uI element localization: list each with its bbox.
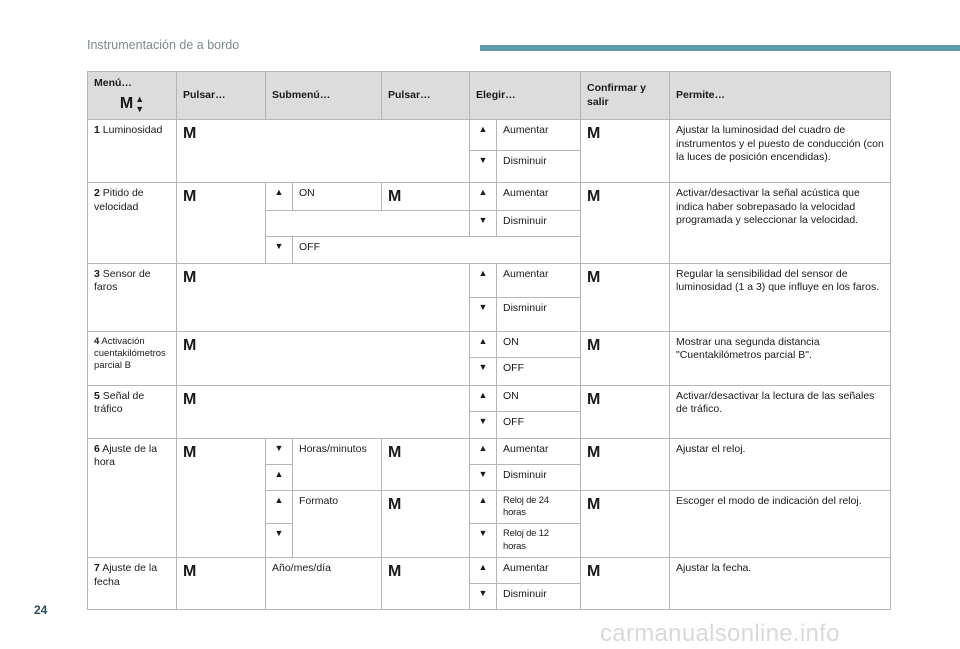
menu-name: Ajuste de la hora xyxy=(94,442,158,469)
m-key-icon: M xyxy=(388,443,402,461)
press-cell xyxy=(177,558,266,610)
menu-name-cell xyxy=(88,438,177,557)
menu-name: Pitido de velocidad xyxy=(94,187,144,213)
m-key-icon: M xyxy=(587,188,601,205)
press-cell xyxy=(177,438,266,557)
option-label: ON xyxy=(497,385,581,411)
menu-name-cell xyxy=(88,331,177,385)
m-key-icon: M xyxy=(587,336,601,354)
header-choose: Elegir… xyxy=(470,72,581,120)
m-key-icon: M xyxy=(388,188,402,205)
option-label: Disminuir xyxy=(497,297,581,331)
description: Mostrar una segunda distancia "Cuentakilómetros parcial B". xyxy=(670,331,891,385)
page-number: 24 xyxy=(34,603,48,617)
table-row xyxy=(88,385,891,411)
description: Activar/desactivar la señal acústica que indica haber sobrepasado la velocidad programada y seleccionar la velocidad. xyxy=(670,183,891,264)
description: Activar/desactivar la lectura de las señales de tráfico. xyxy=(670,385,891,438)
down-arrow-icon: ▼ xyxy=(470,151,497,183)
settings-menu-table xyxy=(87,71,891,610)
table-header-row xyxy=(88,72,891,120)
description: Ajustar el reloj. xyxy=(670,438,891,490)
option-label: Disminuir xyxy=(497,210,581,236)
option-label: OFF xyxy=(497,411,581,438)
header-menu xyxy=(88,72,177,120)
header-allows: Permite… xyxy=(670,72,891,120)
down-arrow-icon: ▼ xyxy=(266,236,293,263)
header-press: Pulsar… xyxy=(177,72,266,120)
m-key-icon: M xyxy=(587,268,601,286)
menu-name: Señal de tráfico xyxy=(94,389,145,416)
submenu-label: OFF xyxy=(293,236,581,263)
description: Regular la sensibilidad del sensor de luminosidad (1 a 3) que influye en los faros. xyxy=(670,263,891,331)
up-arrow-icon: ▲ xyxy=(470,438,497,464)
m-key-icon: M xyxy=(183,390,197,408)
m-key-icon: M xyxy=(587,495,601,513)
m-key-icon: M xyxy=(388,563,402,581)
submenu-label: Año/mes/día xyxy=(266,558,382,610)
confirm-cell xyxy=(581,490,670,557)
option-label: Aumentar xyxy=(497,120,581,151)
down-arrow-icon: ▼ xyxy=(470,524,497,558)
description: Ajustar la fecha. xyxy=(670,558,891,610)
up-arrow-icon: ▲ xyxy=(135,93,145,104)
submenu-label: Horas/minutos xyxy=(293,438,382,490)
press-cell xyxy=(177,331,470,385)
up-arrow-icon: ▲ xyxy=(470,331,497,357)
menu-name-cell xyxy=(88,558,177,610)
m-key-icon: M xyxy=(388,495,402,513)
up-arrow-icon: ▲ xyxy=(470,183,497,211)
menu-name-cell xyxy=(88,385,177,438)
table-row xyxy=(88,558,891,584)
option-label: Aumentar xyxy=(497,558,581,584)
confirm-cell xyxy=(581,120,670,183)
row-number: 5 xyxy=(94,389,100,402)
press2-cell xyxy=(382,558,470,610)
down-arrow-icon: ▼ xyxy=(470,464,497,490)
submenu-label: ON xyxy=(293,183,382,211)
submenu-label: Formato xyxy=(293,490,382,557)
confirm-cell xyxy=(581,558,670,610)
m-key-icon: M xyxy=(587,390,601,408)
confirm-cell xyxy=(581,331,670,385)
menu-name: Luminosidad xyxy=(102,124,163,136)
m-key-icon: M xyxy=(119,94,134,112)
empty-cell xyxy=(266,210,470,236)
confirm-cell xyxy=(581,438,670,490)
header-bar xyxy=(480,45,960,51)
table-row xyxy=(88,263,891,297)
row-number: 2 xyxy=(94,187,100,199)
press2-cell xyxy=(382,438,470,490)
down-arrow-icon: ▼ xyxy=(470,297,497,331)
down-arrow-icon: ▼ xyxy=(470,357,497,385)
option-label: Disminuir xyxy=(497,151,581,183)
description: Escoger el modo de indicación del reloj. xyxy=(670,490,891,557)
m-key-icon: M xyxy=(183,125,197,142)
option-label: Aumentar xyxy=(497,263,581,297)
m-key-icon: M xyxy=(183,268,197,286)
m-key-icon: M xyxy=(183,336,197,354)
m-key-icon: M xyxy=(183,188,197,205)
table-row xyxy=(88,183,891,211)
row-number: 7 xyxy=(94,562,100,575)
down-arrow-icon: ▼ xyxy=(266,524,293,558)
header-submenu: Submenú… xyxy=(266,72,382,120)
up-arrow-icon: ▲ xyxy=(470,263,497,297)
confirm-cell xyxy=(581,183,670,264)
m-key-icon: M xyxy=(183,443,197,461)
watermark: carmanualsonline.info xyxy=(600,620,840,647)
row-number: 1 xyxy=(94,124,100,136)
press-cell xyxy=(177,263,470,331)
up-arrow-icon: ▲ xyxy=(470,385,497,411)
option-label: Disminuir xyxy=(497,464,581,490)
option-label: OFF xyxy=(497,357,581,385)
down-arrow-icon: ▼ xyxy=(135,103,145,114)
up-arrow-icon: ▲ xyxy=(470,490,497,524)
header-confirm: Confirmar y salir xyxy=(581,72,670,120)
press-cell xyxy=(177,183,266,264)
menu-name: Activación cuentakilómetros parcial B xyxy=(94,335,166,372)
up-arrow-icon: ▲ xyxy=(266,464,293,490)
menu-name: Sensor de faros xyxy=(94,267,151,294)
option-label: Reloj de 24 horas xyxy=(497,490,581,524)
option-label: Reloj de 12 horas xyxy=(497,524,581,558)
row-number: 6 xyxy=(94,442,100,455)
m-key-icon: M xyxy=(587,443,601,461)
section-title: Instrumentación de a bordo xyxy=(87,38,240,52)
m-key-icon: M xyxy=(587,125,601,142)
press-cell xyxy=(177,385,470,438)
down-arrow-icon: ▼ xyxy=(470,584,497,610)
menu-name-cell xyxy=(88,183,177,264)
down-arrow-icon: ▼ xyxy=(470,411,497,438)
down-arrow-icon: ▼ xyxy=(470,210,497,236)
header-press2: Pulsar… xyxy=(382,72,470,120)
menu-name-cell xyxy=(88,263,177,331)
menu-name: Ajuste de la fecha xyxy=(94,562,158,588)
row-number: 4 xyxy=(94,335,100,347)
header-menu-label: Menú… xyxy=(94,77,132,90)
confirm-cell xyxy=(581,385,670,438)
option-label: ON xyxy=(497,331,581,357)
down-arrow-icon: ▼ xyxy=(266,438,293,464)
description: Ajustar la luminosidad del cuadro de instrumentos y el puesto de conducción (con la luces de posición encendidas). xyxy=(670,120,891,183)
m-key-icon: M xyxy=(587,563,601,581)
table-row xyxy=(88,120,891,151)
menu-key-icon xyxy=(94,94,170,114)
m-key-icon: M xyxy=(183,563,197,581)
up-arrow-icon: ▲ xyxy=(266,183,293,211)
option-label: Aumentar xyxy=(497,183,581,211)
option-label: Aumentar xyxy=(497,438,581,464)
up-arrow-icon: ▲ xyxy=(470,558,497,584)
table-row xyxy=(88,438,891,464)
up-arrow-icon: ▲ xyxy=(470,120,497,151)
up-arrow-icon: ▲ xyxy=(266,490,293,524)
press2-cell xyxy=(382,490,470,557)
confirm-cell xyxy=(581,263,670,331)
press2-cell xyxy=(382,183,470,211)
press-cell xyxy=(177,120,470,183)
option-label: Disminuir xyxy=(497,584,581,610)
table-row xyxy=(88,331,891,357)
row-number: 3 xyxy=(94,267,100,280)
menu-name-cell xyxy=(88,120,177,183)
